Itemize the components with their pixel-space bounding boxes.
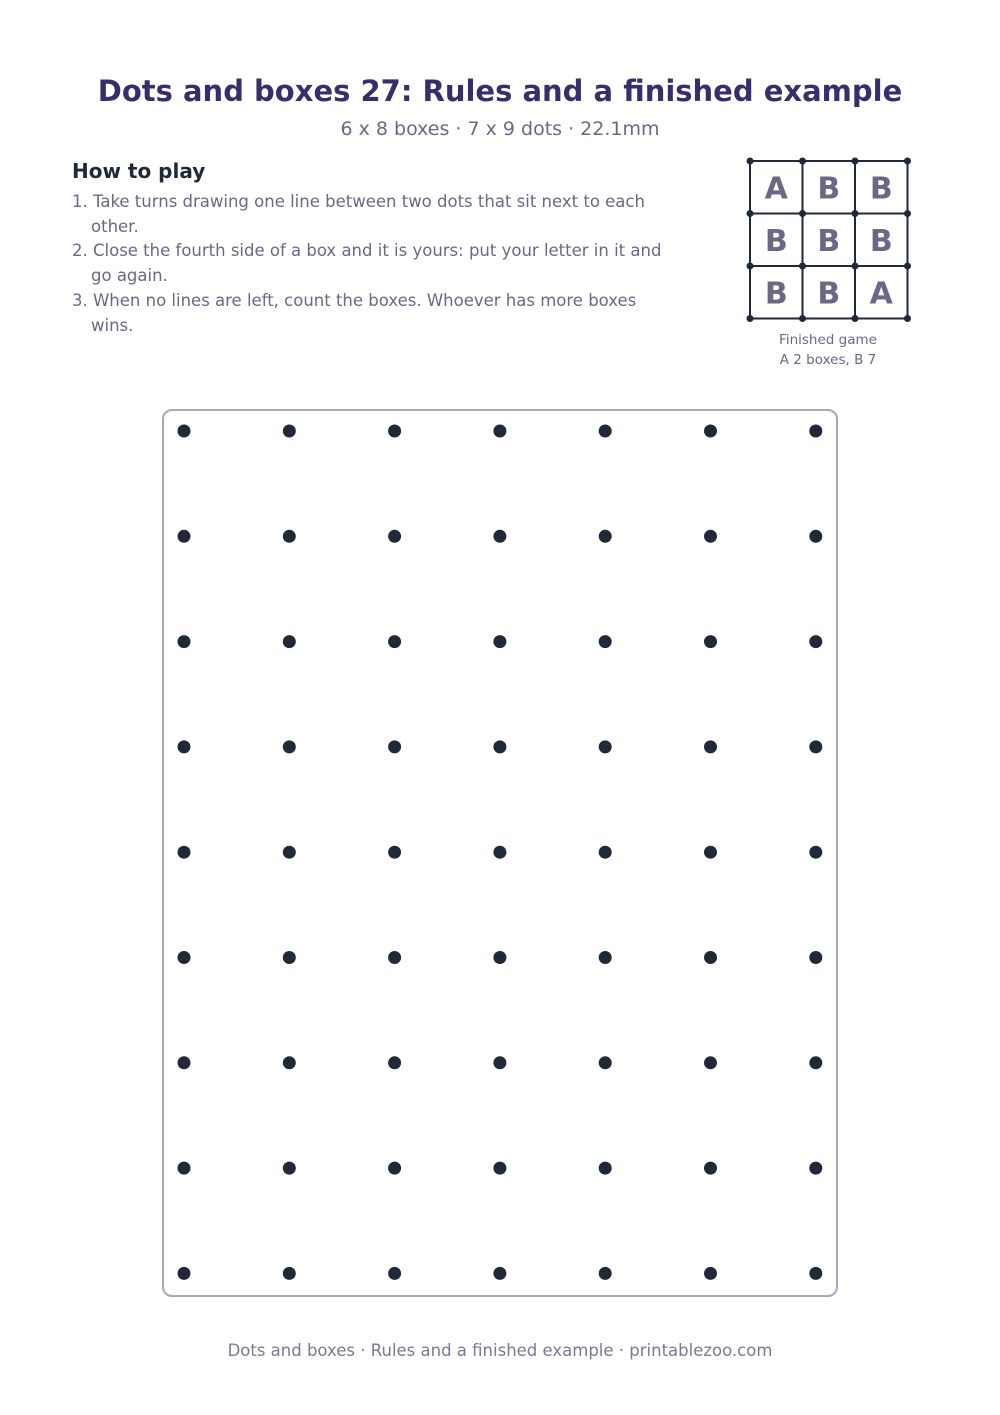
board-dot[interactable] bbox=[388, 635, 401, 648]
example-cell-letter: B bbox=[764, 223, 788, 259]
board-dot[interactable] bbox=[388, 951, 401, 964]
finished-example-grid bbox=[745, 156, 913, 324]
board-dot[interactable] bbox=[493, 846, 506, 859]
board-dot[interactable] bbox=[809, 635, 822, 648]
rule-item: 1. Take turns drawing one line between two dots that sit next to each other. bbox=[72, 192, 645, 236]
board-dot[interactable] bbox=[283, 1056, 296, 1069]
board-dot[interactable] bbox=[493, 530, 506, 543]
rules-list bbox=[72, 190, 672, 338]
example-dot bbox=[747, 263, 754, 270]
board-dot[interactable] bbox=[809, 1162, 822, 1175]
example-cell-letter: A bbox=[764, 171, 788, 207]
board-dot[interactable] bbox=[704, 1162, 717, 1175]
board-dot[interactable] bbox=[178, 425, 191, 438]
board-dot[interactable] bbox=[283, 425, 296, 438]
board-dot[interactable] bbox=[599, 951, 612, 964]
example-dot bbox=[799, 210, 806, 217]
board-dot[interactable] bbox=[388, 1056, 401, 1069]
board-dot[interactable] bbox=[388, 1162, 401, 1175]
example-dot bbox=[799, 315, 806, 322]
board-dot[interactable] bbox=[283, 846, 296, 859]
board-dot[interactable] bbox=[493, 635, 506, 648]
board-dot[interactable] bbox=[599, 1267, 612, 1280]
how-to-play-heading: How to play bbox=[72, 159, 206, 183]
example-dot bbox=[799, 263, 806, 270]
example-dot bbox=[852, 315, 859, 322]
page-footer: Dots and boxes · Rules and a finished example · printablezoo.com bbox=[227, 1341, 773, 1360]
board-dot[interactable] bbox=[704, 425, 717, 438]
example-cell-letter: B bbox=[817, 276, 841, 312]
board-dot[interactable] bbox=[178, 740, 191, 753]
board-dot[interactable] bbox=[599, 846, 612, 859]
board-dot[interactable] bbox=[809, 530, 822, 543]
example-dot bbox=[799, 158, 806, 165]
example-dot bbox=[904, 315, 911, 322]
board-dot[interactable] bbox=[283, 1267, 296, 1280]
board-dot[interactable] bbox=[283, 740, 296, 753]
example-dot bbox=[747, 315, 754, 322]
example-cell-letter: B bbox=[817, 171, 841, 207]
rule-item: 3. When no lines are left, count the boxes. Whoever has more boxes wins. bbox=[72, 290, 637, 335]
board-dot[interactable] bbox=[809, 846, 822, 859]
board-dot[interactable] bbox=[388, 1267, 401, 1280]
board-dot[interactable] bbox=[493, 425, 506, 438]
board-dot[interactable] bbox=[388, 425, 401, 438]
board-dot[interactable] bbox=[283, 635, 296, 648]
rule-item: 2. Close the fourth side of a box and it is yours: put your letter in it and go again. bbox=[72, 241, 662, 286]
dot-grid bbox=[162, 409, 838, 1297]
example-dot bbox=[852, 158, 859, 165]
board-dot[interactable] bbox=[704, 846, 717, 859]
board-dot[interactable] bbox=[704, 635, 717, 648]
board-dot[interactable] bbox=[178, 951, 191, 964]
board-dot[interactable] bbox=[599, 425, 612, 438]
example-caption bbox=[728, 330, 928, 370]
board-dot[interactable] bbox=[704, 740, 717, 753]
example-caption-line1: Finished game bbox=[779, 332, 877, 348]
board-dot[interactable] bbox=[178, 530, 191, 543]
example-cell-letter: B bbox=[764, 276, 788, 312]
example-dot bbox=[747, 158, 754, 165]
board-dot[interactable] bbox=[283, 530, 296, 543]
board-dot[interactable] bbox=[599, 1162, 612, 1175]
example-dot bbox=[747, 210, 754, 217]
board-dot[interactable] bbox=[704, 1267, 717, 1280]
board-dot[interactable] bbox=[809, 1267, 822, 1280]
example-cell-letter: B bbox=[869, 223, 893, 259]
board-dot[interactable] bbox=[809, 951, 822, 964]
example-dot bbox=[904, 158, 911, 165]
board-dot[interactable] bbox=[493, 951, 506, 964]
example-cell-letter: B bbox=[817, 223, 841, 259]
board-dot[interactable] bbox=[388, 530, 401, 543]
example-dot bbox=[904, 263, 911, 270]
example-dot bbox=[904, 210, 911, 217]
board-dot[interactable] bbox=[388, 740, 401, 753]
page-title: Dots and boxes 27: Rules and a finished example bbox=[97, 74, 903, 108]
board-dot[interactable] bbox=[599, 530, 612, 543]
game-board[interactable] bbox=[162, 409, 838, 1297]
board-dot[interactable] bbox=[493, 1267, 506, 1280]
board-dot[interactable] bbox=[493, 1162, 506, 1175]
board-dot[interactable] bbox=[178, 1162, 191, 1175]
example-dot bbox=[852, 263, 859, 270]
board-dot[interactable] bbox=[283, 951, 296, 964]
board-dot[interactable] bbox=[704, 1056, 717, 1069]
page-subtitle: 6 x 8 boxes · 7 x 9 dots · 22.1mm bbox=[340, 118, 660, 140]
example-cell-letter: B bbox=[869, 171, 893, 207]
board-dot[interactable] bbox=[178, 1056, 191, 1069]
board-dot[interactable] bbox=[283, 1162, 296, 1175]
board-dot[interactable] bbox=[809, 1056, 822, 1069]
board-dot[interactable] bbox=[178, 846, 191, 859]
board-dot[interactable] bbox=[704, 530, 717, 543]
example-cell-letter: A bbox=[869, 276, 893, 312]
board-dot[interactable] bbox=[599, 635, 612, 648]
board-dot[interactable] bbox=[809, 425, 822, 438]
board-dot[interactable] bbox=[704, 951, 717, 964]
example-caption-line2: A 2 boxes, B 7 bbox=[779, 352, 877, 368]
board-dot[interactable] bbox=[493, 1056, 506, 1069]
example-dot bbox=[852, 210, 859, 217]
board-dot[interactable] bbox=[599, 740, 612, 753]
board-dot[interactable] bbox=[809, 740, 822, 753]
board-dot[interactable] bbox=[178, 635, 191, 648]
board-dot[interactable] bbox=[388, 846, 401, 859]
board-dot[interactable] bbox=[178, 1267, 191, 1280]
board-dot[interactable] bbox=[599, 1056, 612, 1069]
board-dot[interactable] bbox=[493, 740, 506, 753]
